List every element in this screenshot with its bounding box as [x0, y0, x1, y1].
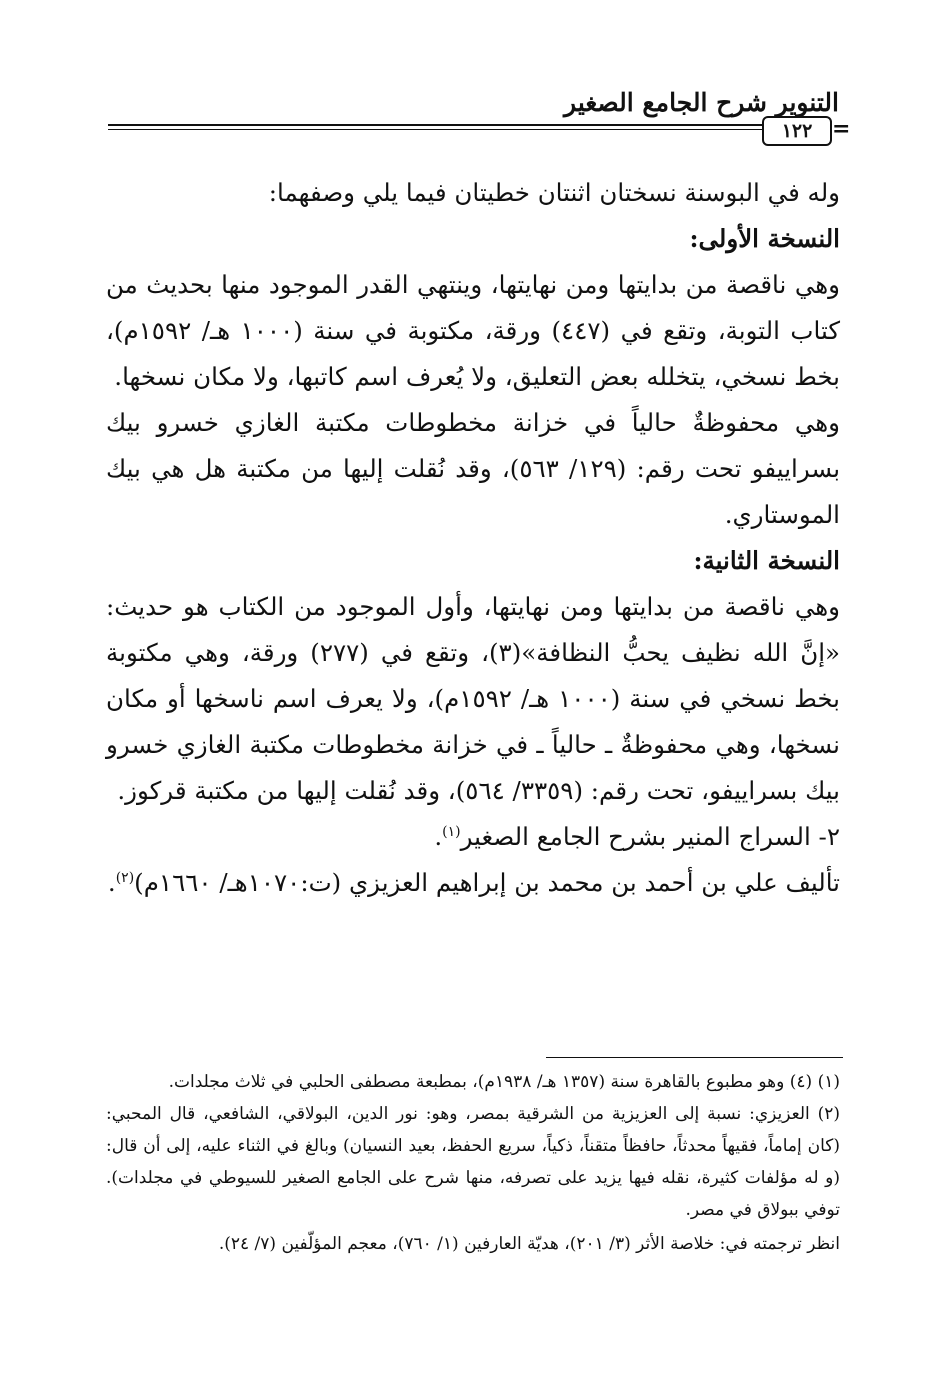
heading-second-copy: النسخة الثانية:	[693, 546, 840, 575]
paragraph-second-copy-description: وهي ناقصة من بدايتها ومن نهايتها، وأول الموجود من الكتاب هو حديث: «إنَّ الله نظيف يحبُّ النظافة»(٣)، وتقع في (٢٧٧) ورقة، وهي مكتوبة بخط نسخي في سنة (١٠٠٠ هـ/ ١٥٩٢م)، ولا يعرف اسم ناسخها أو مكان نسخها، وهي محفوظةٌ ـ حالياً ـ في خزانة مخطوطات مكتبة الغازي خسرو بيك بسراييفو، تحت رقم: (٣٣٥٩/ ٥٦٤)، وقد نُقلت إليها من مكتبة قركوز.	[106, 592, 841, 805]
paragraph-book-title	[106, 814, 840, 860]
heading-first-copy: النسخة الأولى:	[689, 224, 840, 253]
paragraph-first-copy-location: وهي محفوظةٌ حالياً في خزانة مخطوطات مكتبة الغازي خسرو بيك بسراييفو تحت رقم: (١٢٩/ ٥٦٣)، وقد نُقلت إليها من مكتبة هل هي بيك الموستاري.	[106, 408, 841, 529]
page-number-ornament: =	[832, 116, 851, 142]
footnote-1: (١) (٤) وهو مطبوع بالقاهرة سنة (١٣٥٧ هـ/ ١٩٣٨م)، بمطبعة مصطفى الحلبي في ثلاث مجلدات.	[168, 1072, 840, 1092]
paragraph-author	[106, 860, 840, 906]
footnote-3: انظر ترجمته في: خلاصة الأثر (٣/ ٢٠١)، هديّة العارفين (١/ ٧٦٠)، معجم المؤلّفين (٧/ ٢٤).	[218, 1234, 840, 1254]
header-rule	[108, 124, 764, 130]
running-header-title: التنوير شرح الجامع الصغير	[564, 88, 839, 117]
author-line: تأليف علي بن أحمد بن محمد بن إبراهيم العزيزي (ت:١٠٧٠هـ/ ١٦٦٠م)	[134, 868, 840, 897]
footnote-ref-1: (١)	[442, 823, 461, 840]
book-title-end: .	[434, 822, 443, 851]
footnote-separator	[546, 1057, 843, 1058]
main-text	[106, 170, 840, 906]
footnotes	[106, 1066, 840, 1260]
footnote-2: (٢) العزيزي: نسبة إلى العزيزية من الشرقية بمصر، وهو: نور الدين، البولاقي، الشافعي، قال المحبي: (كان إماماً، فقيهاً محدثاً، حافظاً متقناً، ذكياً، سريع الحفظ، بعيد النسيان) وبالغ في الثناء عليه، إلى أن قال: (و له مؤلفات كثيرة، نقله فيها يزيد على تصرفه، منها شرح على الجامع الصغير للسيوطي في مجلدات). توفي ببولاق في مصر.	[106, 1104, 840, 1220]
book-title: ٢- السراج المنير بشرح الجامع الصغير	[460, 822, 840, 851]
paragraph-first-copy-description: وهي ناقصة من بدايتها ومن نهايتها، وينتهي القدر الموجود منها بحديث من كتاب التوبة، وتقع في (٤٤٧) ورقة، مكتوبة في سنة (١٠٠٠ هـ/ ١٥٩٢م)، بخط نسخي، يتخلله بعض التعليق، ولا يُعرف اسم كاتبها، ولا مكان نسخها.	[106, 270, 840, 391]
footnote-ref-2: (٢)	[115, 869, 135, 886]
author-line-end: .	[107, 868, 116, 897]
paragraph-intro: وله في البوسنة نسختان اثنتان خطيتان فيما يلي وصفهما:	[268, 178, 840, 207]
page-number: ١٢٢	[762, 116, 832, 146]
